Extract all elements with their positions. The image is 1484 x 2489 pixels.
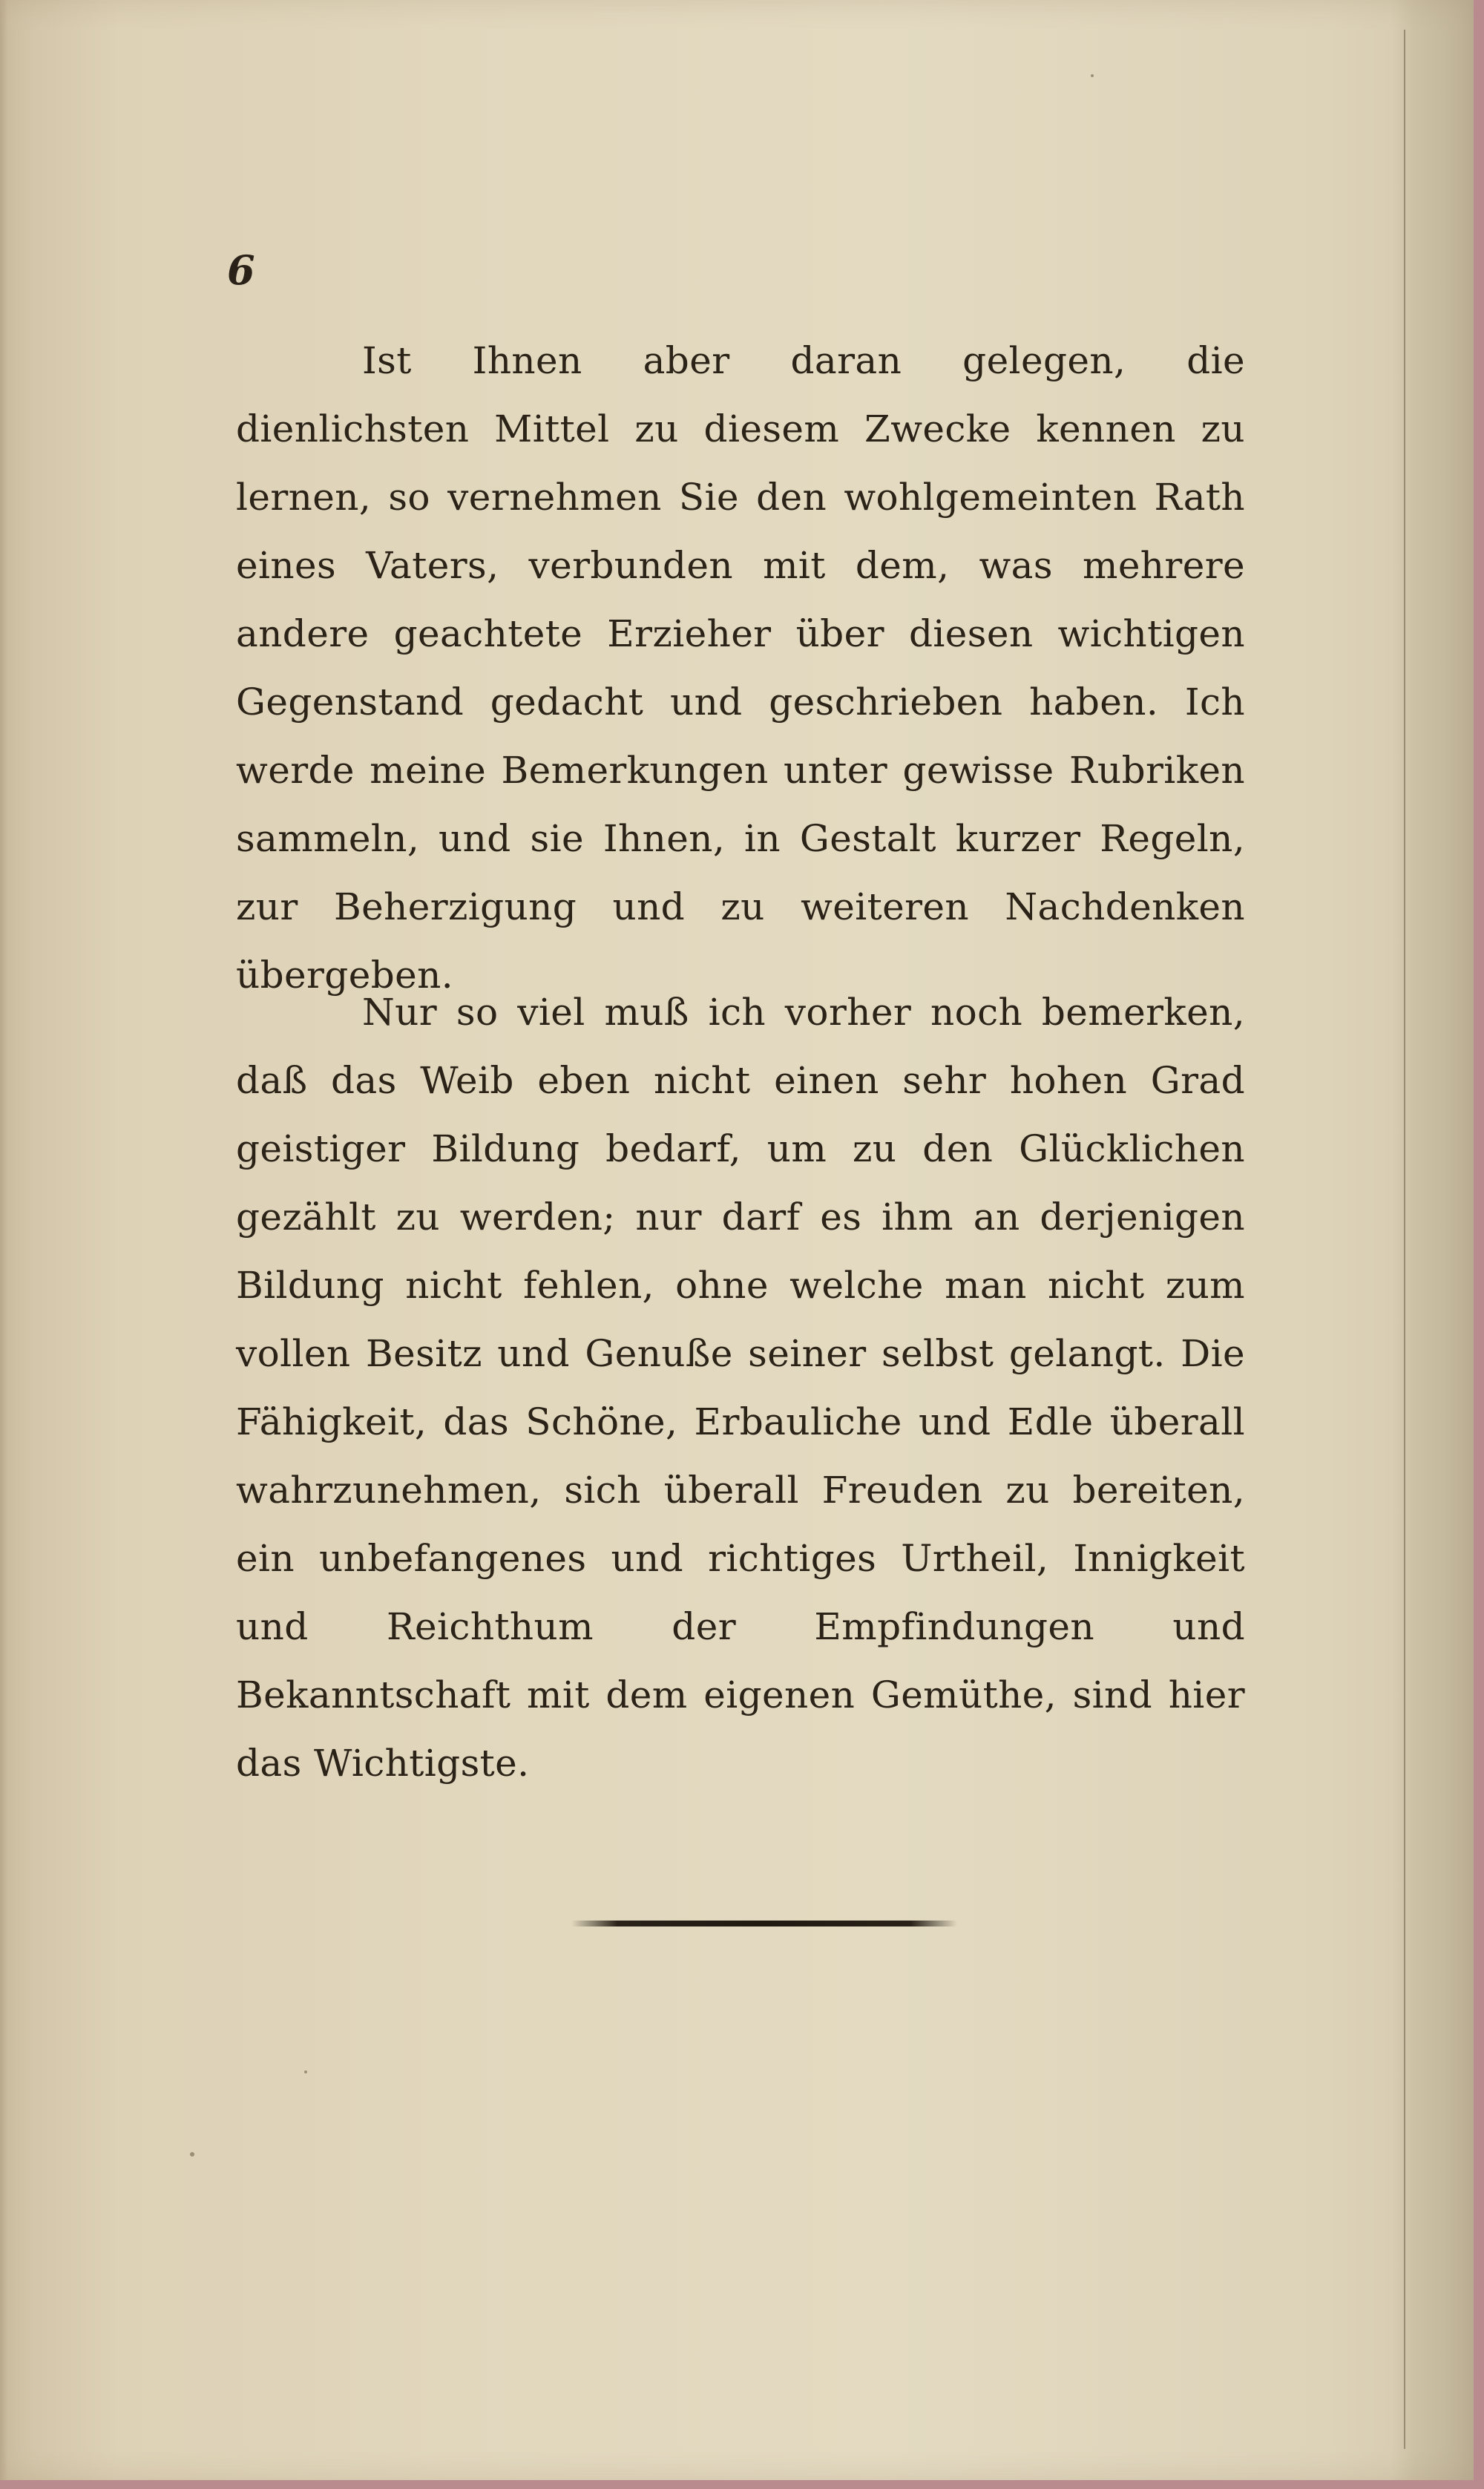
page-number: 6 [227, 246, 255, 294]
paper-speck [190, 2152, 194, 2157]
paper-speck [304, 2070, 307, 2073]
fore-edge [1391, 0, 1474, 2480]
paragraph-2: Nur so viel muß ich vorher noch bemerken, daß das Weib eben nicht einen sehr hohen Grad geistiger Bildung bedarf, um zu den Glücklichen gezählt zu werden; nur darf es ihm an derjenigen Bildung nicht fehlen, ohne welche man nicht zum vollen Besitz und Genuße seiner selbst gelangt. Die Fähigkeit, das Schöne, Erbauliche und Edle überall wahrzunehmen, sich überall Freuden zu bereiten, ein unbefangenes und richtiges Urtheil, Innigkeit und Reichthum der Empfindungen und Bekanntschaft mit dem eigenen Gemüthe, sind hier das Wichtigste. [236, 991, 1245, 1785]
paragraph-1: Ist Ihnen aber daran gelegen, die dienlichsten Mittel zu diesem Zwecke kennen zu lernen, so vernehmen Sie den wohlgemeinten Rath eines Vaters, verbunden mit dem, was mehrere andere geachtete Erzieher über diesen wichtigen Gegenstand gedacht und geschrieben haben. Ich werde meine Bemerkungen unter gewisse Rubriken sammeln, und sie Ihnen, in Gestalt kurzer Regeln, zur Beherzigung und zu weiteren Nachdenken übergeben. [236, 339, 1245, 997]
page-edge-line [1404, 30, 1405, 2449]
binding-edge [0, 0, 7, 2480]
paper-speck [1091, 74, 1094, 77]
section-rule-ornament [571, 1921, 957, 1926]
